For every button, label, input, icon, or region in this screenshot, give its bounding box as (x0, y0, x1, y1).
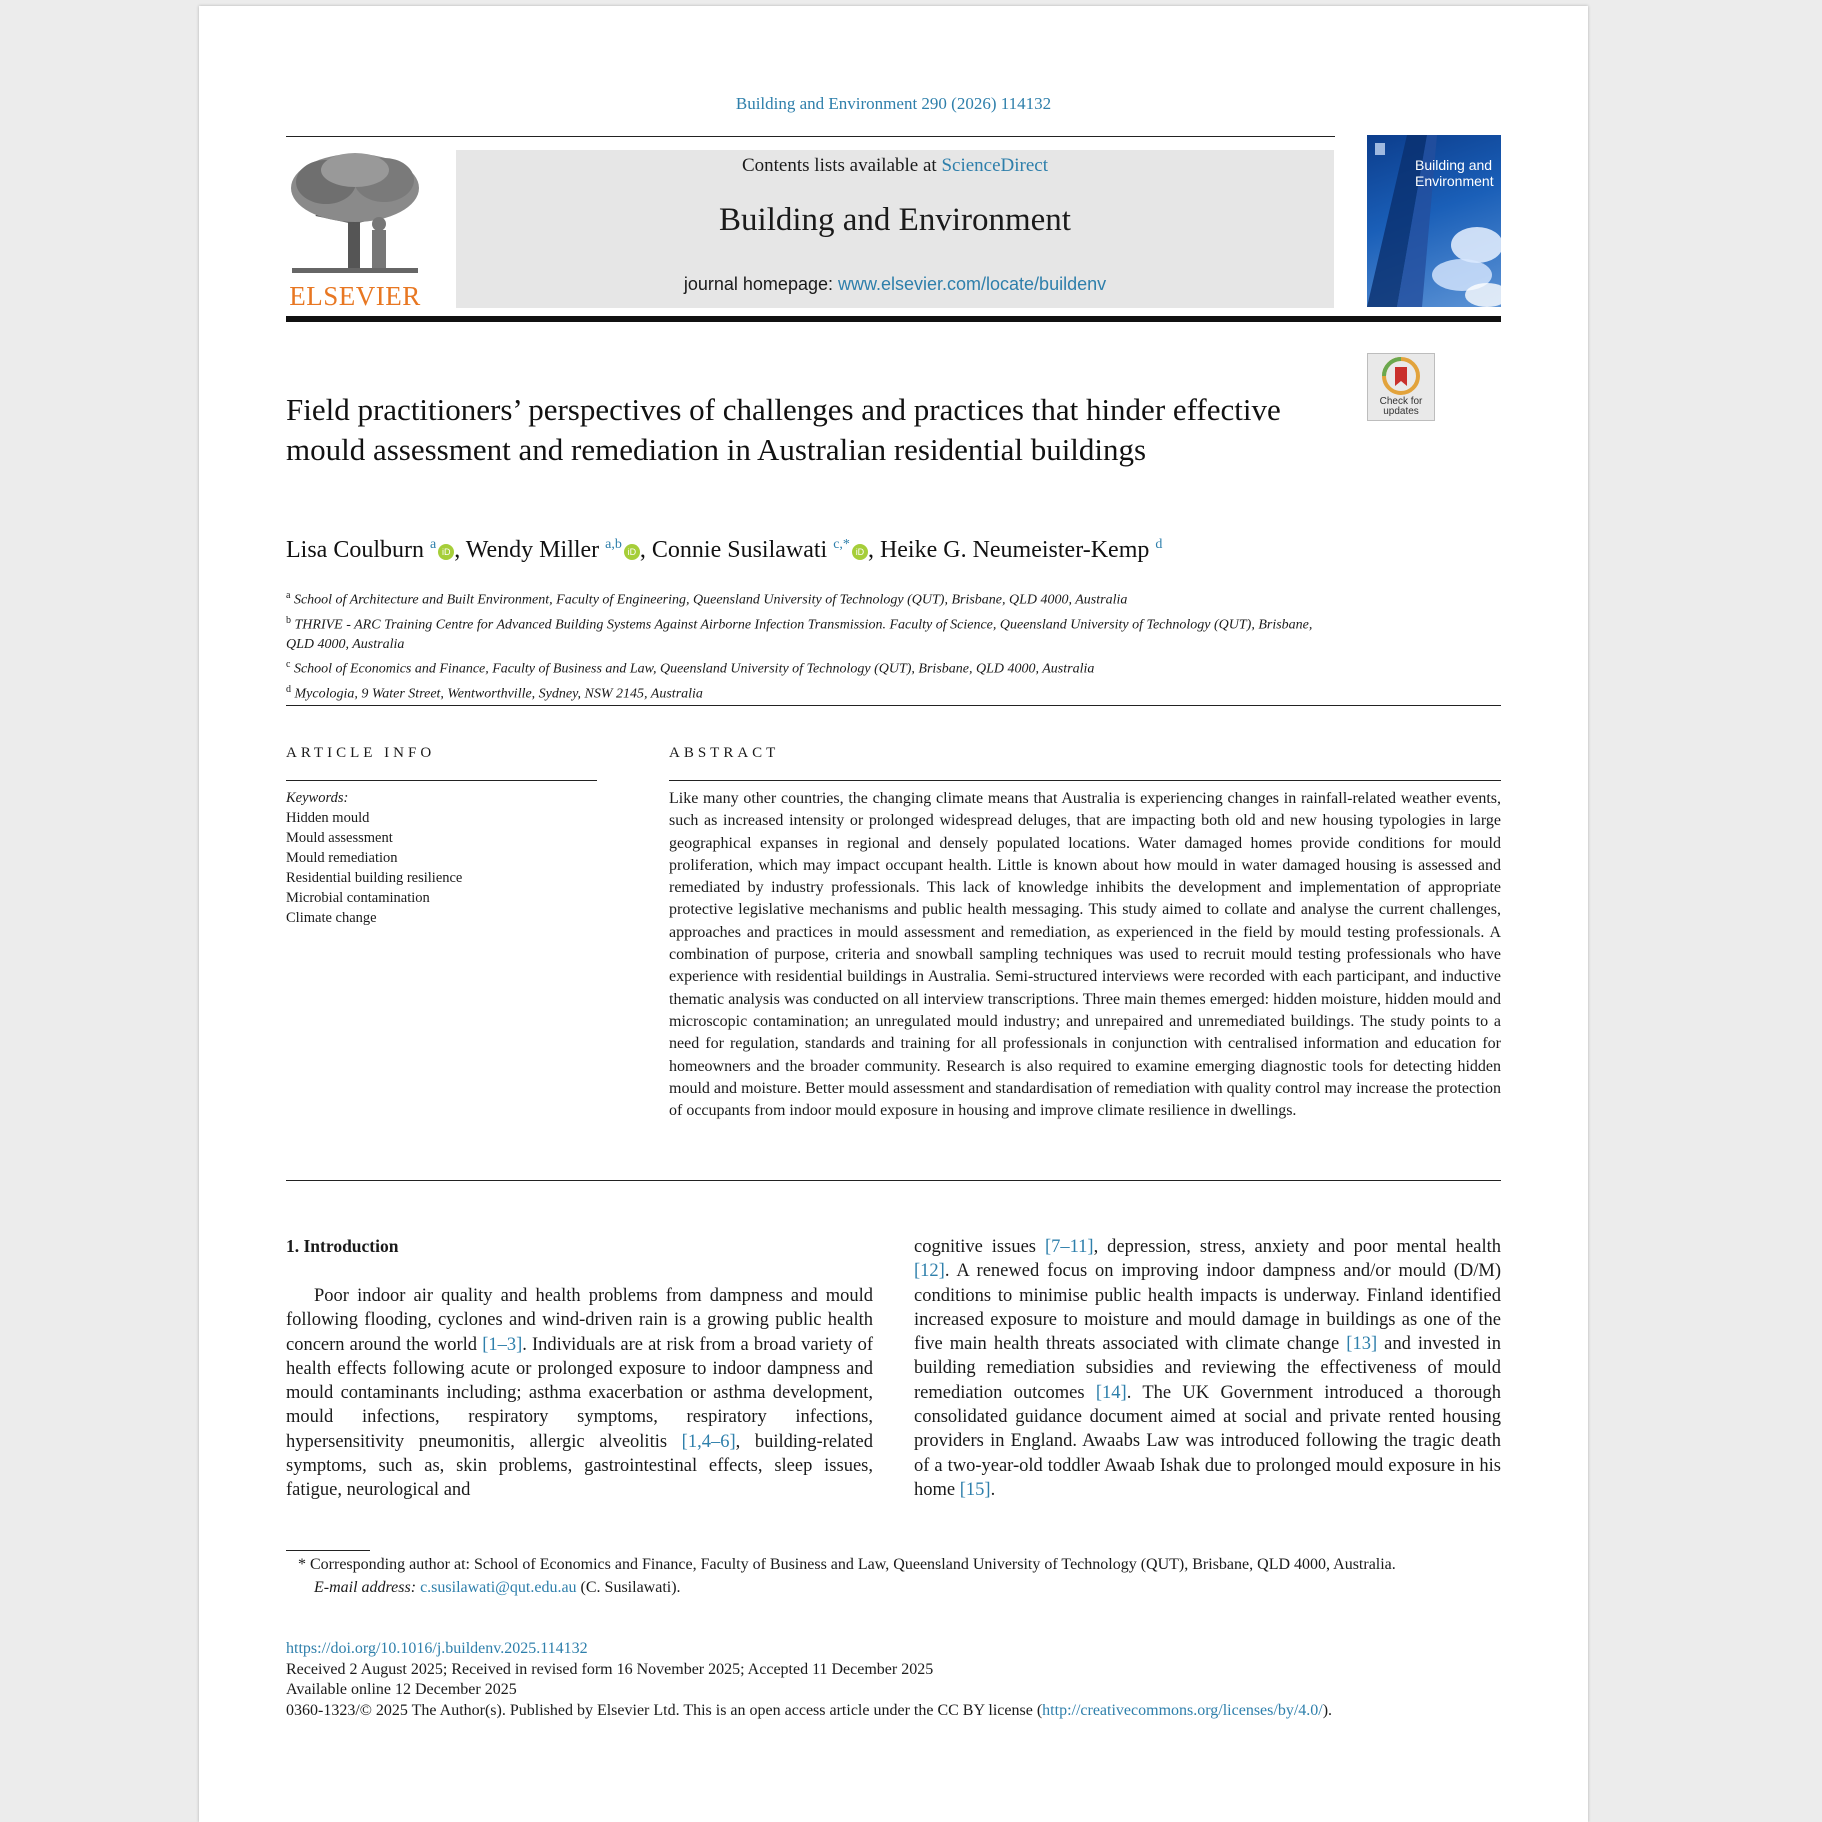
affiliation (286, 680, 1336, 705)
orcid-icon[interactable]: iD (624, 544, 640, 560)
keywords-label: Keywords: (286, 790, 349, 806)
keywords-list (286, 788, 646, 928)
affiliation-marker: d (286, 683, 291, 695)
license-suffix: ). (1322, 1701, 1333, 1719)
email-label: E-mail address: (314, 1579, 417, 1596)
citation-link[interactable]: [12] (914, 1261, 945, 1282)
affiliation-text: School of Architecture and Built Environment, Faculty of Engineering, Queensland University of Technology (QUT), Brisbane, QLD 4000, Australia (293, 592, 1128, 608)
email-link[interactable]: c.susilawati@qut.edu.au (420, 1579, 577, 1596)
elsevier-logo (286, 152, 424, 312)
homepage-line (456, 274, 1334, 295)
article-info-rule (286, 780, 597, 781)
body-text: . Individuals are at risk from a broad variety of health effects following acute or prolonged exposure to indoor dampness and mould contaminants including; asthma exacerbation or asthma development, mould infections, respiratory symptoms, respiratory infections, hypersensitivity pneumonitis, allergic alveolitis (286, 1334, 873, 1452)
cover-title: Building and Environment (1415, 157, 1494, 189)
body-text: Poor indoor air quality and health problems from dampness and mould following flooding, cyclones and wind-driven rain is a growing public health concern around the world (286, 1286, 873, 1355)
body-text: cognitive issues (914, 1237, 1045, 1257)
affiliation-marker: a (286, 590, 291, 601)
keyword: Mould remediation (286, 850, 398, 866)
journal-banner (456, 150, 1334, 308)
abstract-heading: ABSTRACT (669, 745, 780, 761)
affiliation-text: Mycologia, 9 Water Street, Wentworthville, Sydney, NSW 2145, Australia (294, 686, 703, 702)
citation-link[interactable]: [13] (1346, 1334, 1378, 1355)
affiliation (286, 586, 1336, 611)
footnote-rule (286, 1550, 370, 1551)
sciencedirect-link[interactable]: ScienceDirect (941, 155, 1049, 176)
author-affiliation-marker[interactable]: a,b (605, 537, 622, 552)
author-name[interactable]: Lisa Coulburn (286, 537, 424, 563)
keyword: Climate change (286, 910, 377, 926)
article-page (199, 6, 1588, 1822)
homepage-prefix: journal homepage: (683, 274, 838, 294)
body-text: and invested in building remediation subsidies and reviewing the effectiveness of mould remediation outcomes (914, 1334, 1501, 1403)
abstract-text: Like many other countries, the changing climate means that Australia is experiencing changes in rainfall-related weather events, such as increased intensity or prolonged widespread deluges, that are impacting both old and new housing typologies in large geographical expanses in regional and densely populated locations. Water damaged homes provide conditions for mould proliferation, which may impact occupant health. Little is known about how mould in water damaged housing is assessed and remediated by industry professionals. This lack of knowledge inhibits the development and implementation of appropriate protective legislative mechanisms and public health messaging. This study aimed to collate and analyse the current challenges, approaches and practices in mould assessment and remediation, as experienced in the field by mould testing professionals. A combination of purpose, criteria and snowball sampling techniques was used to recruit mould testing professionals who have experience with residential buildings in Australia. Semi-structured interviews were recorded with each participant, and inductive thematic analysis was conducted on all interview transcriptions. Three main themes emerged: hidden moisture, hidden mould and microscopic contamination; an unregulated mould industry; and unrepaired and unremediated buildings. The study points to a need for regulation, standards and training for all professionals in conjunction with centralised information and education for homeowners and the broader community. Research is also required to examine emerging diagnostic tools for detecting hidden mould and moisture. Better mould assessment and standardisation of remediation with quality control may increase the protection of occupants from indoor mould exposure in housing and improve climate resilience in dwellings. (669, 790, 1501, 1120)
license-link[interactable]: http://creativecommons.org/licenses/by/4.0/ (1042, 1701, 1323, 1719)
check-for-updates-label: Check for updates (1379, 396, 1423, 417)
author-name[interactable]: Connie Susilawati (651, 537, 828, 563)
license-line (286, 1701, 1536, 1722)
orcid-icon[interactable]: iD (852, 544, 868, 560)
article-info-heading: ARTICLE INFO (286, 745, 436, 761)
citation-link[interactable]: [1–3] (482, 1334, 523, 1355)
author-name[interactable]: Heike G. Neumeister-Kemp (879, 537, 1150, 563)
journal-name: Building and Environment (719, 202, 1071, 238)
keyword: Microbial contamination (286, 890, 430, 906)
homepage-link[interactable]: www.elsevier.com/locate/buildenv (837, 274, 1107, 294)
contents-prefix: Contents lists available at (741, 155, 942, 176)
body-text: , depression, stress, anxiety and poor mental health (1093, 1237, 1501, 1257)
introduction-right-column (914, 1235, 1501, 1502)
email-line (286, 1576, 1501, 1599)
affiliation-text: THRIVE - ARC Training Centre for Advanced Building Systems Against Airborne Infection Transmission. Faculty of Science, Queensland University of Technology (QUT), Brisbane, QLD 4000, Australia (286, 617, 1313, 653)
journal-reference-link[interactable]: Building and Environment 290 (2026) 114132 (735, 94, 1052, 113)
affiliation (286, 655, 1336, 680)
introduction-left-column (286, 1284, 873, 1503)
author-affiliation-marker[interactable]: d (1155, 537, 1163, 552)
available-online: Available online 12 December 2025 (286, 1681, 517, 1698)
abstract-end-rule (286, 1180, 1501, 1181)
elsevier-tree-icon (286, 152, 424, 280)
keyword: Mould assessment (286, 830, 393, 846)
corresponding-footnote (286, 1553, 1501, 1599)
affiliation (286, 611, 1336, 656)
citation-link[interactable]: [7–11] (1044, 1237, 1094, 1257)
header-thick-rule (286, 316, 1501, 322)
journal-cover-image[interactable] (1367, 135, 1501, 307)
section-rule (286, 705, 1501, 706)
header-rule (286, 136, 1335, 137)
received-dates: Received 2 August 2025; Received in revised form 16 November 2025; Accepted 11 December 2025 (286, 1660, 934, 1678)
author-affiliation-marker[interactable]: a (430, 537, 437, 552)
doi-link[interactable]: https://doi.org/10.1016/j.buildenv.2025.114132 (286, 1640, 588, 1657)
contents-line (456, 155, 1334, 177)
affiliation-text: School of Economics and Finance, Faculty of Business and Law, Queensland University of Technology (QUT), Brisbane, QLD 4000, Australia (293, 661, 1095, 677)
corresponding-author-note: * Corresponding author at: School of Economics and Finance, Faculty of Business and Law, Queensland University of Technology (QUT), Brisbane, QLD 4000, Australia. (298, 1556, 1396, 1573)
body-text: , building-related symptoms, such as, skin problems, gastrointestinal effects, sleep issues, fatigue, neurological and (286, 1431, 873, 1501)
body-text: . (990, 1479, 996, 1500)
affiliation-marker: b (286, 614, 291, 626)
elsevier-wordmark: ELSEVIER (289, 281, 421, 311)
abstract-rule (669, 780, 1501, 781)
publication-info (286, 1639, 1536, 1721)
introduction-heading: 1. Introduction (286, 1236, 399, 1256)
keyword: Residential building resilience (286, 870, 463, 886)
citation-link[interactable]: [14] (1095, 1382, 1127, 1403)
email-suffix: (C. Susilawati). (576, 1579, 681, 1596)
crossmark-icon (1368, 356, 1434, 398)
article-title: Field practitioners’ perspectives of challenges and practices that hinder effective mould assessment and remediation in Australian residential buildings (286, 392, 1281, 467)
body-text: . The UK Government introduced a thorough consolidated guidance document aimed at social and private rented housing providers in England. Awaabs Law was introduced following the tragic death of a two-year-old toddler Awaab Ishak due to prolonged mould exposure in his home (914, 1382, 1501, 1500)
check-for-updates-button[interactable] (1367, 353, 1435, 421)
citation-link[interactable]: [15] (959, 1479, 991, 1500)
body-text: . A renewed focus on improving indoor dampness and/or mould (D/M) conditions to minimise public health impacts is underway. Finland identified increased exposure to moisture and mould damage in buildings as one of the five main health threats associated with climate change (914, 1261, 1501, 1355)
keyword: Hidden mould (286, 810, 370, 826)
affiliations (286, 586, 1336, 705)
author-name[interactable]: Wendy Miller (465, 537, 600, 563)
author-list: Lisa Coulburn $^a$ iD , Wendy Miller $^{a,b}$ iD , Connie Susilawati $^{c,*}$ iD , Heike G. Neumeister-Kemp $^d$ (286, 537, 1163, 563)
citation-link[interactable]: [1,4–6] (681, 1431, 736, 1452)
author-affiliation-marker[interactable]: c,* (833, 537, 850, 552)
orcid-icon[interactable]: iD (438, 544, 454, 560)
affiliation-marker: c (286, 659, 291, 671)
license-text: 0360-1323/© 2025 The Author(s). Published by Elsevier Ltd. This is an open access article under the CC BY license ( (286, 1701, 1043, 1719)
